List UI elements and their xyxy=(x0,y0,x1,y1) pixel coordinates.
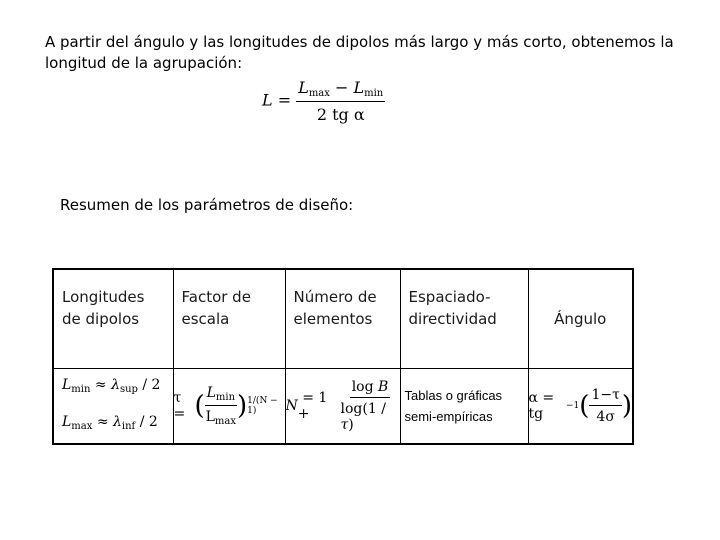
header-element-count: Número de elementos xyxy=(285,269,400,369)
dipole-length-formulas xyxy=(53,369,173,445)
lmin-formula: $L_{min} \approx \lambda_{sup} / 2$ xyxy=(62,377,161,395)
summary-label: Resumen de los parámetros de diseño: xyxy=(60,196,354,214)
table-header-row xyxy=(53,269,633,369)
header-scale-factor: Factor de escala xyxy=(173,269,285,369)
header-dipole-lengths: Longitudes de dipolos xyxy=(53,269,173,369)
spacing-directivity-cell xyxy=(400,369,528,445)
element-count-formula: N = 1 + $\frac{\text{log B}}{\log(1 / \tau)}$ xyxy=(285,369,400,445)
lmax-formula: $L_{max} \approx \lambda_{inf} / 2$ xyxy=(62,414,158,432)
table-formula-row xyxy=(53,369,633,445)
header-spacing-directivity: Espaciado-directividad xyxy=(400,269,528,369)
intro-paragraph: A partir del ángulo y las longitudes de dipolos más largo y más corto, obtenemos la longitud de la agrupación: xyxy=(45,33,674,72)
array-length-formula: L = $\frac{L_{max} - L_{min}}{\text{2 tg α}}$ xyxy=(262,78,384,124)
angle-formula: α = tg −1 ( $\frac{1-\tau}{4\sigma}$ ) xyxy=(528,369,633,445)
design-parameters-table xyxy=(52,268,634,445)
formula-fraction: $\frac{L_{max} - L_{min}}{\text{2 tg α}}$ xyxy=(298,78,384,124)
scale-factor-formula: τ = ( $\frac{L_{min}}{L_{max}}$ ) 1/(N − 1) xyxy=(173,369,285,445)
spacing-note: Tablas o gráficas semi-empíricas xyxy=(404,388,503,424)
header-angle: Ángulo xyxy=(528,269,633,369)
